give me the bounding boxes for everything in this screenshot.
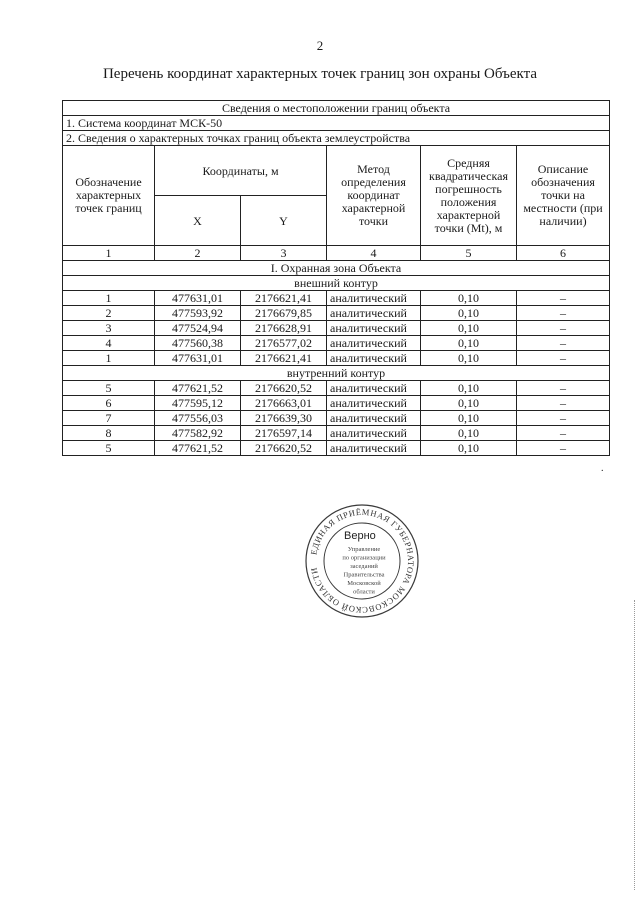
point-number: 5 bbox=[63, 381, 155, 396]
coord-y: 2176679,85 bbox=[241, 306, 327, 321]
point-number: 1 bbox=[63, 351, 155, 366]
coord-y: 2176620,52 bbox=[241, 441, 327, 456]
method: аналитический bbox=[327, 426, 421, 441]
coord-x: 477582,92 bbox=[155, 426, 241, 441]
point-number: 3 bbox=[63, 321, 155, 336]
stamp-center-line: Московской bbox=[347, 580, 381, 587]
col-method: Метод определения координат характерной точки bbox=[327, 146, 421, 246]
official-stamp bbox=[304, 503, 420, 619]
col-number: 2 bbox=[155, 246, 241, 261]
coord-x: 477621,52 bbox=[155, 441, 241, 456]
stamp-center-line: области bbox=[353, 588, 375, 596]
coord-system: 1. Система координат МСК-50 bbox=[63, 116, 610, 131]
stamp-center-line: Правительства bbox=[343, 571, 385, 579]
table-row bbox=[63, 291, 610, 306]
table-row bbox=[63, 351, 610, 366]
zone-title: I. Охранная зона Объекта bbox=[63, 261, 610, 276]
table-row bbox=[63, 306, 610, 321]
stamp-verified: Верно bbox=[344, 530, 376, 542]
col-number: 4 bbox=[327, 246, 421, 261]
inner-contour-label: внутренний контур bbox=[63, 366, 610, 381]
description: – bbox=[517, 381, 610, 396]
table-row bbox=[63, 411, 610, 426]
accuracy: 0,10 bbox=[421, 321, 517, 336]
coord-y: 2176621,41 bbox=[241, 291, 327, 306]
table-row bbox=[63, 441, 610, 456]
coord-x: 477524,94 bbox=[155, 321, 241, 336]
col-number: 1 bbox=[63, 246, 155, 261]
col-number: 6 bbox=[517, 246, 610, 261]
accuracy: 0,10 bbox=[421, 381, 517, 396]
stamp-center-line: по организации bbox=[342, 554, 386, 562]
page-number: 2 bbox=[316, 38, 324, 53]
coord-x: 477560,38 bbox=[155, 336, 241, 351]
stray-mark: . bbox=[601, 463, 604, 474]
table-row bbox=[63, 396, 610, 411]
method: аналитический bbox=[327, 396, 421, 411]
col-number: 3 bbox=[241, 246, 327, 261]
method: аналитический bbox=[327, 441, 421, 456]
table-header-row bbox=[63, 101, 610, 116]
method: аналитический bbox=[327, 381, 421, 396]
method: аналитический bbox=[327, 411, 421, 426]
coord-y: 2176663,01 bbox=[241, 396, 327, 411]
coord-system-row bbox=[63, 116, 610, 131]
description: – bbox=[517, 396, 610, 411]
point-number: 4 bbox=[63, 336, 155, 351]
accuracy: 0,10 bbox=[421, 336, 517, 351]
col-coords: Координаты, м bbox=[155, 146, 327, 196]
description: – bbox=[517, 291, 610, 306]
coord-x: 477556,03 bbox=[155, 411, 241, 426]
method: аналитический bbox=[327, 336, 421, 351]
document-title: Перечень координат характерных точек границ зон охраны Объекта bbox=[102, 66, 538, 82]
description: – bbox=[517, 411, 610, 426]
table-row bbox=[63, 426, 610, 441]
description: – bbox=[517, 336, 610, 351]
points-info: 2. Сведения о характерных точках границ объекта землеустройства bbox=[63, 131, 610, 146]
column-header-row bbox=[63, 146, 610, 196]
table-row bbox=[63, 381, 610, 396]
col-x: X bbox=[155, 196, 241, 246]
col-y: Y bbox=[241, 196, 327, 246]
col-number: 5 bbox=[421, 246, 517, 261]
col-accuracy: Средняя квадратическая погрешность положения характерной точки (Mt), м bbox=[421, 146, 517, 246]
point-number: 2 bbox=[63, 306, 155, 321]
coordinates-table bbox=[62, 100, 610, 456]
accuracy: 0,10 bbox=[421, 306, 517, 321]
accuracy: 0,10 bbox=[421, 351, 517, 366]
accuracy: 0,10 bbox=[421, 396, 517, 411]
coord-y: 2176620,52 bbox=[241, 381, 327, 396]
coord-x: 477621,52 bbox=[155, 381, 241, 396]
coord-y: 2176577,02 bbox=[241, 336, 327, 351]
coord-x: 477595,12 bbox=[155, 396, 241, 411]
coord-x: 477593,92 bbox=[155, 306, 241, 321]
outer-contour-row bbox=[63, 276, 610, 291]
coord-x: 477631,01 bbox=[155, 351, 241, 366]
point-number: 1 bbox=[63, 291, 155, 306]
point-number: 8 bbox=[63, 426, 155, 441]
method: аналитический bbox=[327, 306, 421, 321]
description: – bbox=[517, 426, 610, 441]
col-designation: Обозначение характерных точек границ bbox=[63, 146, 155, 246]
accuracy: 0,10 bbox=[421, 411, 517, 426]
point-number: 7 bbox=[63, 411, 155, 426]
margin-dotted-line bbox=[634, 600, 635, 890]
column-number-row bbox=[63, 246, 610, 261]
stamp-center-line: заседаний bbox=[350, 563, 378, 570]
description: – bbox=[517, 441, 610, 456]
stamp-center-line: Управление bbox=[347, 546, 381, 553]
accuracy: 0,10 bbox=[421, 441, 517, 456]
method: аналитический bbox=[327, 321, 421, 336]
coord-y: 2176628,91 bbox=[241, 321, 327, 336]
description: – bbox=[517, 306, 610, 321]
description: – bbox=[517, 351, 610, 366]
zone-title-row bbox=[63, 261, 610, 276]
coord-y: 2176597,14 bbox=[241, 426, 327, 441]
points-info-row bbox=[63, 131, 610, 146]
col-description: Описание обозначения точки на местности (при наличии) bbox=[517, 146, 610, 246]
description: – bbox=[517, 321, 610, 336]
coord-x: 477631,01 bbox=[155, 291, 241, 306]
accuracy: 0,10 bbox=[421, 426, 517, 441]
header-main: Сведения о местоположении границ объекта bbox=[63, 101, 610, 116]
point-number: 6 bbox=[63, 396, 155, 411]
inner-contour-row bbox=[63, 366, 610, 381]
coord-y: 2176639,30 bbox=[241, 411, 327, 426]
table-row bbox=[63, 336, 610, 351]
accuracy: 0,10 bbox=[421, 291, 517, 306]
stamp-ring-text: ЕДИНАЯ ПРИЁМНАЯ ГУБЕРНАТОРА МОСКОВСКОЙ ОБЛАСТИ bbox=[308, 506, 417, 616]
method: аналитический bbox=[327, 291, 421, 306]
outer-contour-label: внешний контур bbox=[63, 276, 610, 291]
method: аналитический bbox=[327, 351, 421, 366]
coord-y: 2176621,41 bbox=[241, 351, 327, 366]
point-number: 5 bbox=[63, 441, 155, 456]
table-row bbox=[63, 321, 610, 336]
